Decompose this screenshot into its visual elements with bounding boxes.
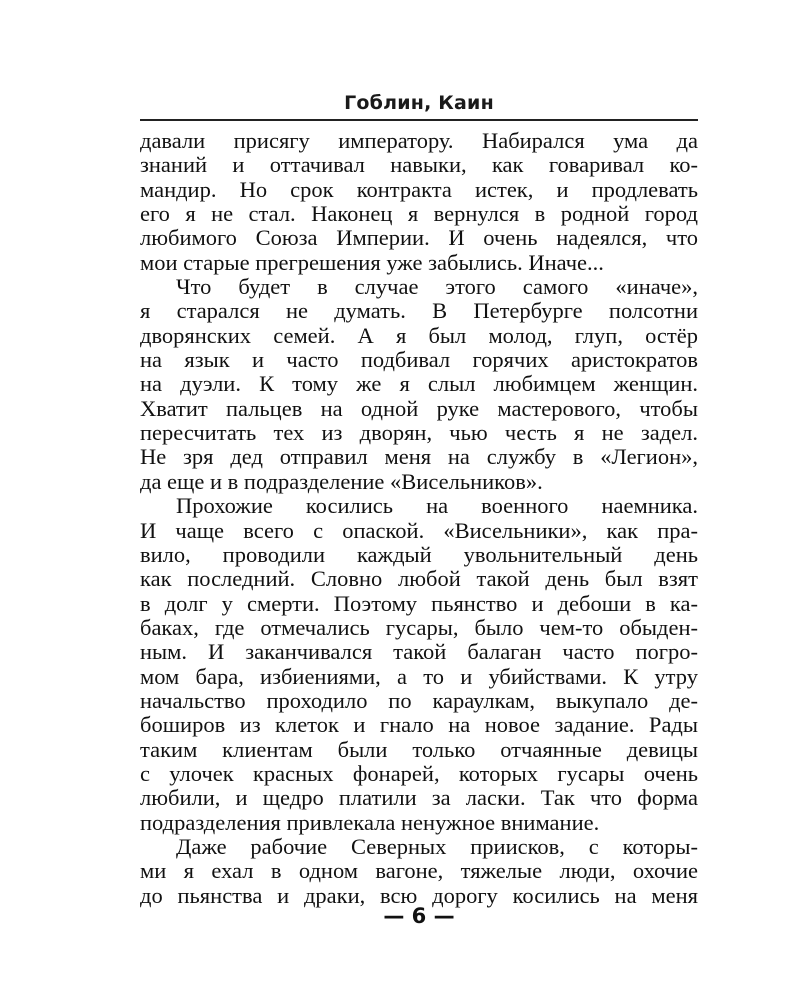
text-line: пересчитать тех из дворян, чью честь я не задел.	[140, 420, 698, 446]
text-line: как последний. Словно любой такой день был взят	[140, 566, 698, 592]
text-line: с улочек красных фонарей, которых гусары очень	[140, 760, 698, 786]
text-line: Не зря дед отправил меня на службу в «Легион»,	[140, 444, 698, 470]
text-line: Прохожие косились на военного наемника.	[176, 493, 698, 519]
text-line: боширов из клеток и гнало на новое задание. Рады	[140, 712, 698, 738]
text-line: любимого Союза Империи. И очень надеялся, что	[140, 225, 698, 251]
text-line: до пьянства и драки, всю дорогу косились на меня	[140, 882, 698, 908]
text-line: подразделения привлекала ненужное внимание.	[140, 809, 600, 835]
text-line: мандир. Но срок контракта истек, и продлевать	[140, 176, 698, 202]
text-line: его я не стал. Наконец я вернулся в родной город	[140, 201, 698, 227]
page-number: — 6 —	[383, 904, 455, 928]
header-rule	[140, 119, 698, 121]
text-line: любили, и щедро платили за ласки. Так что форма	[140, 785, 698, 811]
text-line: вило, проводили каждый увольнительный день	[140, 541, 698, 567]
body-text	[140, 129, 698, 908]
text-line: Хватит пальцев на одной руке мастерового, чтобы	[140, 395, 698, 421]
text-line: ным. И заканчивался такой балаган часто погро-	[140, 639, 698, 665]
text-line: на дуэли. К тому же я слыл любимцем женщин.	[140, 371, 698, 397]
text-line: знаний и оттачивал навыки, как говаривал ко-	[140, 152, 698, 178]
text-line: я старался не думать. В Петербурге полсотни	[140, 298, 698, 324]
running-title: Гоблин, Каин	[344, 92, 494, 114]
text-line: мом бара, избиениями, а то и убийствами. К утру	[140, 663, 698, 689]
text-line: мои старые прегрешения уже забылись. Иначе...	[140, 249, 604, 275]
text-line: ми я ехал в одном вагоне, тяжелые люди, охочие	[140, 858, 698, 884]
text-line: Что будет в случае этого самого «иначе»,	[176, 274, 698, 300]
text-line: баках, где отмечались гусары, было чем-то обыден-	[140, 614, 698, 640]
text-line: на язык и часто подбивал горячих аристократов	[140, 347, 698, 373]
text-line: дворянских семей. А я был молод, глуп, остёр	[140, 322, 698, 348]
text-line: да еще и в подразделение «Висельников».	[140, 468, 543, 494]
text-line: Даже рабочие Северных приисков, с которы-	[176, 833, 698, 859]
text-line: начальство проходило по караулкам, выкупало де-	[140, 687, 698, 713]
text-line: давали присягу императору. Набирался ума да	[140, 128, 698, 153]
text-line: таким клиентам были только отчаянные девицы	[140, 736, 698, 762]
text-line: в долг у смерти. Поэтому пьянство и дебоши в ка-	[140, 590, 698, 616]
text-line: И чаще всего с опаской. «Висельники», как пра-	[140, 517, 698, 543]
